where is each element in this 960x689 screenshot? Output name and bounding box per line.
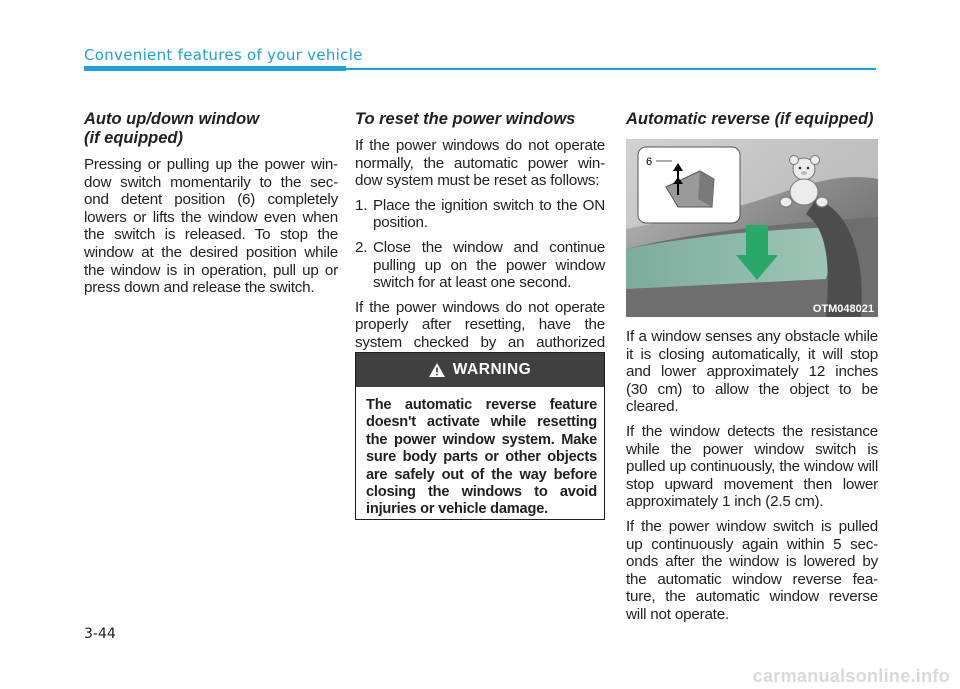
watermark: carmanualsonline.info <box>752 666 950 686</box>
reverse-paragraph-3: If the power window switch is pulled up continuously again within 5 sec-onds after the window is lowered by the automatic window reverse fea-ture, the automatic window reverse will not operate. <box>626 517 878 623</box>
warning-triangle-icon <box>429 363 445 377</box>
column-auto-up-down <box>84 110 338 304</box>
reset-intro: If the power windows do not operate normally, the automatic power win-dow system must be reset as follows: <box>355 137 605 190</box>
car-interior-illustration <box>626 139 878 317</box>
section-title: Convenient features of your vehicle <box>84 46 363 64</box>
column-automatic-reverse <box>626 110 878 137</box>
reset-outro: If the power windows do not operate properly after resetting, have the system checked by an authorized <box>355 298 605 351</box>
warning-title: WARNING <box>452 361 532 378</box>
figure-callout-number: 6 <box>646 156 653 168</box>
figure-code: OTM048021 <box>812 303 874 315</box>
step-number: 1. <box>355 196 368 214</box>
auto-up-down-body: Pressing or pulling up the power win-dow switch momentarily to the sec-ond detent position (6) completely lowers or lifts the window even when the switch is released. To stop the window at the desired position while the window is in operation, pull up or press down and release the switch. <box>84 156 338 297</box>
heading-auto-up-down-line2: (if equipped) <box>84 129 183 147</box>
reset-step-1 <box>355 197 605 232</box>
reverse-paragraph-1: If a window senses any obstacle while it is closing automatically, it will stop and lower approximately 12 inches (30 cm) to allow the object to be cleared. <box>626 328 878 416</box>
window-reverse-figure <box>626 139 878 317</box>
step-number: 2. <box>355 238 368 256</box>
heading-auto-up-down <box>84 110 338 148</box>
heading-reset-windows: To reset the power windows <box>355 110 576 128</box>
heading-auto-up-down-line1: Auto up/down window <box>84 110 260 128</box>
warning-header <box>356 353 604 387</box>
automatic-reverse-text <box>626 328 878 631</box>
warning-body: The automatic reverse feature doesn't activate while resetting the power window system. Make sure body parts or other objects are safely out of the way before closing the windows to avoid injuries or vehicle damage. <box>366 397 597 518</box>
header-rule <box>84 68 876 70</box>
reverse-paragraph-2: If the window detects the resistance while the power window switch is pulled up continuously, the window will stop upward movement then lower approximately 1 inch (2.5 cm). <box>626 422 878 511</box>
page-number: 3-44 <box>84 626 116 642</box>
step-text: Close the window and continue pulling up on the power window switch for at least one second. <box>373 238 605 292</box>
step-text: Place the ignition switch to the ON position. <box>373 196 605 232</box>
heading-automatic-reverse: Automatic reverse (if equipped) <box>626 110 874 128</box>
warning-box <box>355 352 605 520</box>
column-reset-windows <box>355 110 605 376</box>
reset-step-2 <box>355 239 605 292</box>
